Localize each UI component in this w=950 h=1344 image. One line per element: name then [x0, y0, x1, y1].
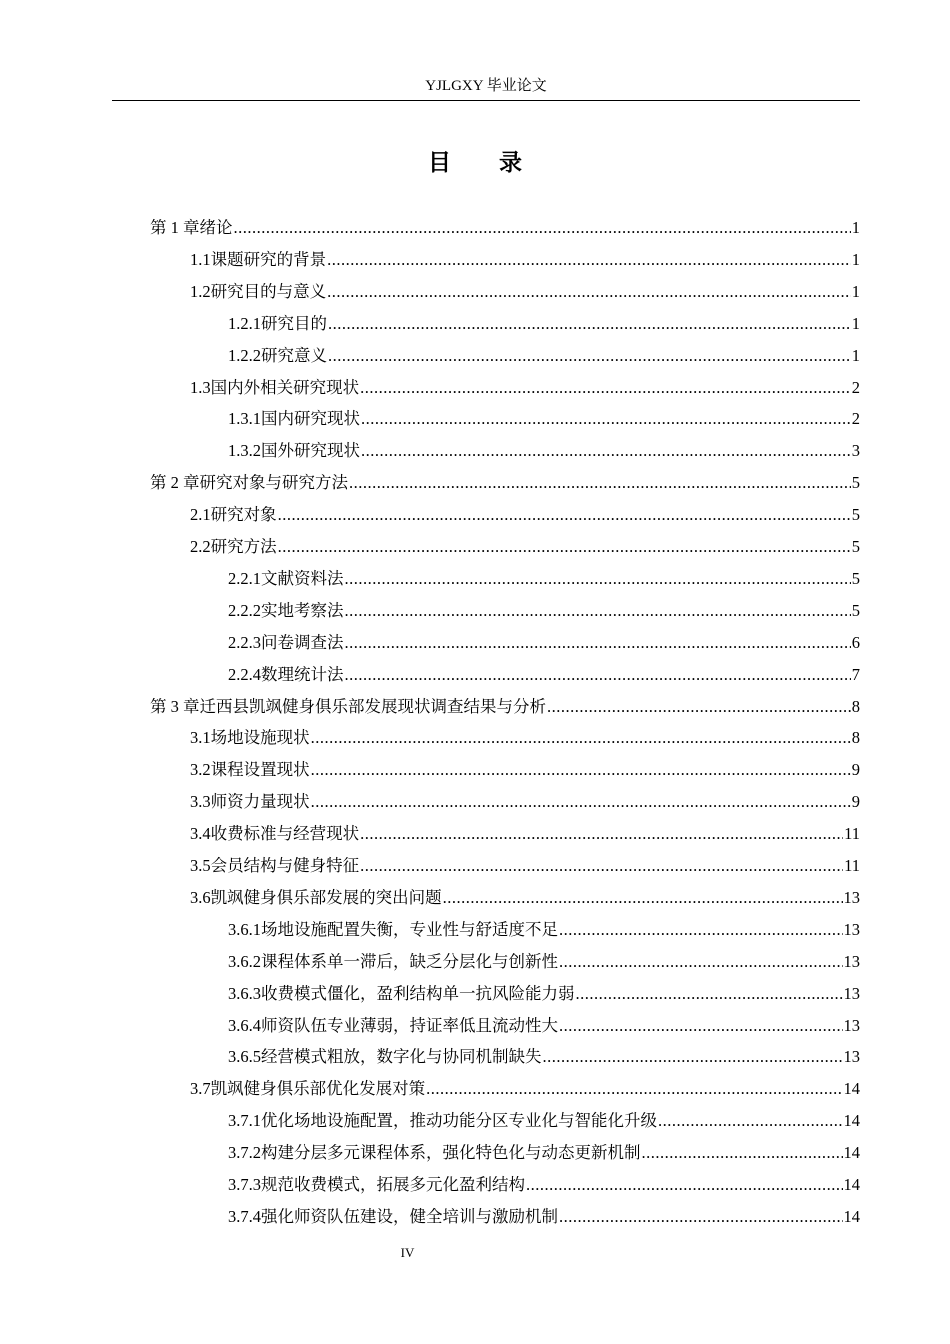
toc-entry-number: 1.3.1: [228, 409, 261, 429]
toc-entry[interactable]: [228, 659, 860, 691]
toc-dot-leader: [576, 978, 843, 1010]
toc-entry-page: 7: [851, 664, 860, 684]
toc-dot-leader: [547, 691, 851, 723]
toc-dot-leader: [360, 850, 843, 882]
toc-dot-leader: [345, 627, 851, 659]
toc-entry[interactable]: [228, 1010, 860, 1042]
toc-entry[interactable]: [190, 754, 860, 786]
toc-entry[interactable]: [228, 1169, 860, 1201]
toc-entry-number: 2.2.1: [228, 568, 261, 588]
toc-dot-leader: [443, 882, 843, 914]
toc-entry-number: 3.7.2: [228, 1143, 261, 1163]
toc-entry-page: 3: [851, 441, 860, 461]
toc-entry-number: 3.6.1: [228, 919, 261, 939]
toc-entry[interactable]: [228, 1105, 860, 1137]
toc-entry-page: 9: [851, 760, 860, 780]
toc-entry-number: 3.7.1: [228, 1111, 261, 1131]
toc-entry[interactable]: [228, 595, 860, 627]
toc-entry-page: 5: [851, 568, 860, 588]
toc-dot-leader: [361, 403, 851, 435]
toc-entry[interactable]: [190, 1073, 860, 1105]
toc-entry[interactable]: [190, 722, 860, 754]
toc-entry-number: 2.1: [190, 505, 211, 525]
toc-entry-page: 14: [843, 1206, 860, 1226]
toc-entry-title: 师资队伍专业薄弱，持证率低且流动性大: [261, 1015, 558, 1035]
toc-entry-page: 1: [851, 345, 860, 365]
toc-entry-title: 数理统计法: [261, 664, 344, 684]
toc-entry-page: 6: [851, 632, 860, 652]
toc-entry-number: 2.2: [190, 537, 211, 556]
toc-dot-leader: [234, 212, 851, 244]
toc-entry-page: 11: [844, 824, 860, 844]
toc-entry-number: 3.6.3: [228, 983, 261, 1003]
toc-entry-page: 13: [843, 1047, 860, 1067]
toc-dot-leader: [327, 276, 851, 308]
toc-entry-page: 2: [851, 409, 860, 429]
toc-entry[interactable]: [228, 946, 860, 978]
toc-entry-page: 5: [851, 505, 860, 525]
toc-dot-leader: [327, 244, 851, 276]
toc-entry-number: 第 1 章: [150, 218, 200, 237]
toc-entry[interactable]: [190, 372, 860, 404]
toc-entry-page: 13: [843, 951, 860, 971]
toc-entry[interactable]: [190, 818, 860, 850]
toc-entry-page: 14: [843, 1143, 860, 1163]
toc-entry[interactable]: [228, 627, 860, 659]
toc-entry-number: 3.7: [190, 1079, 211, 1099]
toc-entry-number: 3.1: [190, 728, 211, 748]
toc-entry[interactable]: [150, 691, 860, 723]
toc-entry[interactable]: [228, 1137, 860, 1169]
toc-dot-leader: [559, 914, 843, 946]
toc-entry-page: 1: [851, 281, 860, 301]
toc-entry-page: 5: [851, 537, 860, 556]
toc-entry-number: 3.7.3: [228, 1175, 261, 1194]
toc-dot-leader: [278, 499, 851, 531]
toc-entry-page: 11: [844, 856, 860, 875]
toc-title-char-1: 目: [428, 150, 451, 175]
toc-entry[interactable]: [190, 244, 860, 276]
toc-entry-number: 3.5: [190, 856, 211, 875]
toc-entry[interactable]: [228, 1201, 860, 1233]
toc-entry[interactable]: [228, 1041, 860, 1073]
toc-entry-title: 研究方法: [210, 537, 277, 556]
toc-entry-number: 3.2: [190, 760, 211, 780]
toc-entry-page: 5: [851, 473, 860, 493]
toc-entry-page: 9: [851, 792, 860, 812]
toc-entry-number: 3.3: [190, 792, 211, 812]
toc-dot-leader: [642, 1137, 843, 1169]
toc-entry-number: 1.3: [190, 377, 211, 397]
toc-entry-title: 规范收费模式，拓展多元化盈利结构: [261, 1175, 525, 1194]
toc-entry-title: 课程设置现状: [210, 760, 310, 780]
toc-dot-leader: [278, 531, 851, 563]
toc-entry[interactable]: [228, 978, 860, 1010]
toc-entry-title: 收费模式僵化，盈利结构单一抗风险能力弱: [261, 983, 575, 1003]
toc-entry-title: 国内研究现状: [261, 409, 360, 429]
toc-entry[interactable]: [228, 435, 860, 467]
toc-title-char-2: 录: [499, 150, 522, 175]
toc-dot-leader: [543, 1041, 843, 1073]
toc-entry-number: 第 3 章: [150, 696, 200, 716]
toc-entry-title: 构建分层多元课程体系，强化特色化与动态更新机制: [261, 1143, 641, 1163]
page-number-footer: IV: [400, 1245, 415, 1260]
toc-entry[interactable]: [228, 308, 860, 340]
toc-entry[interactable]: [190, 499, 860, 531]
toc-entry-page: 8: [851, 728, 860, 748]
toc-entry[interactable]: [190, 531, 860, 563]
toc-dot-leader: [328, 340, 851, 372]
page-header: YJLGXY 毕业论文: [425, 78, 547, 94]
toc-entry-page: 5: [851, 600, 860, 620]
toc-entry-title: 课题研究的背景: [210, 249, 327, 269]
toc-entry-title: 实地考察法: [261, 600, 344, 620]
toc-entry-page: 13: [843, 919, 860, 939]
toc-dot-leader: [426, 1073, 842, 1105]
toc-dot-leader: [311, 786, 851, 818]
toc-entry-page: 13: [843, 983, 860, 1003]
toc-dot-leader: [559, 1201, 843, 1233]
toc-entry-title: 研究目的与意义: [210, 281, 327, 301]
toc-dot-leader: [345, 563, 851, 595]
toc-dot-leader: [658, 1105, 843, 1137]
toc-dot-leader: [360, 818, 843, 850]
toc-entry-number: 1.1: [190, 249, 211, 269]
toc-entry-title: 经营模式粗放，数字化与协同机制缺失: [261, 1047, 542, 1067]
toc-entry-number: 1.3.2: [228, 441, 261, 461]
toc-entry-title: 凯飒健身俱乐部发展的突出问题: [210, 887, 442, 907]
toc-entry-number: 3.7.4: [228, 1206, 261, 1226]
toc-entry-page: 1: [851, 249, 860, 269]
toc-entry-page: 13: [843, 887, 860, 907]
toc-dot-leader: [311, 754, 851, 786]
toc-entry[interactable]: [190, 850, 860, 882]
toc-dot-leader: [526, 1169, 843, 1201]
toc-entry-title: 收费标准与经营现状: [210, 824, 360, 844]
toc-entry-number: 3.6.4: [228, 1015, 261, 1035]
toc-title: [0, 148, 950, 178]
toc-entry-number: 第 2 章: [150, 473, 200, 493]
toc-entry-page: 14: [843, 1175, 860, 1194]
toc-entry-number: 3.6.2: [228, 951, 261, 971]
toc-dot-leader: [311, 722, 851, 754]
toc-entry-title: 研究对象与研究方法: [199, 473, 348, 493]
toc-dot-leader: [559, 946, 843, 978]
toc-entry-number: 2.2.3: [228, 632, 261, 652]
toc-entry-title: 国外研究现状: [261, 441, 360, 461]
toc-entry-page: 1: [851, 313, 860, 333]
toc-entry-number: 2.2.4: [228, 664, 261, 684]
toc-entry[interactable]: [190, 276, 860, 308]
toc-entry[interactable]: [228, 914, 860, 946]
toc-entry-title: 优化场地设施配置，推动功能分区专业化与智能化升级: [261, 1111, 657, 1131]
toc-entry-title: 迁西县凯飒健身俱乐部发展现状调查结果与分析: [199, 696, 546, 716]
toc-entry-title: 国内外相关研究现状: [210, 377, 360, 397]
toc-dot-leader: [559, 1010, 843, 1042]
toc-entry-title: 问卷调查法: [261, 632, 344, 652]
toc-dot-leader: [345, 595, 851, 627]
toc-dot-leader: [349, 467, 851, 499]
toc-entry-number: 3.4: [190, 824, 211, 844]
toc-entry-page: 14: [843, 1079, 860, 1099]
toc-entry-title: 课程体系单一滞后，缺乏分层化与创新性: [261, 951, 558, 971]
toc-entry-number: 3.6: [190, 887, 211, 907]
toc-dot-leader: [361, 435, 851, 467]
toc-entry[interactable]: [190, 882, 860, 914]
toc-entry-title: 场地设施配置失衡，专业性与舒适度不足: [261, 919, 558, 939]
toc-dot-leader: [360, 372, 851, 404]
toc-entry-number: 1.2.2: [228, 345, 261, 365]
toc-entry-page: 2: [851, 377, 860, 397]
toc-entry-title: 凯飒健身俱乐部优化发展对策: [210, 1079, 426, 1099]
toc-entry[interactable]: [228, 563, 860, 595]
toc-entry-title: 会员结构与健身特征: [210, 856, 360, 875]
toc-entry-title: 研究意义: [261, 345, 327, 365]
toc-entry[interactable]: [150, 212, 860, 244]
toc-entry[interactable]: [190, 786, 860, 818]
toc-dot-leader: [328, 308, 851, 340]
toc-entry-title: 文献资料法: [261, 568, 344, 588]
toc-entry-title: 研究对象: [210, 505, 277, 525]
toc-entry[interactable]: [228, 340, 860, 372]
toc-entry-title: 场地设施现状: [210, 728, 310, 748]
toc-entry-page: 13: [843, 1015, 860, 1035]
toc-entry-number: 1.2.1: [228, 313, 261, 333]
toc-entry-title: 绪论: [199, 218, 233, 237]
toc-entry-title: 强化师资队伍建设，健全培训与激励机制: [261, 1206, 558, 1226]
toc-entry-number: 1.2: [190, 281, 211, 301]
toc-entry-title: 师资力量现状: [210, 792, 310, 812]
toc-entry-title: 研究目的: [261, 313, 327, 333]
toc-entry[interactable]: [228, 403, 860, 435]
toc-entry-page: 1: [851, 218, 860, 237]
header-rule: [112, 100, 860, 101]
toc-entry-page: 8: [851, 696, 860, 716]
toc-dot-leader: [345, 659, 851, 691]
toc-entry-number: 3.6.5: [228, 1047, 261, 1067]
toc-entry-number: 2.2.2: [228, 600, 261, 620]
toc-entry-page: 14: [843, 1111, 860, 1131]
toc-entry[interactable]: [150, 467, 860, 499]
